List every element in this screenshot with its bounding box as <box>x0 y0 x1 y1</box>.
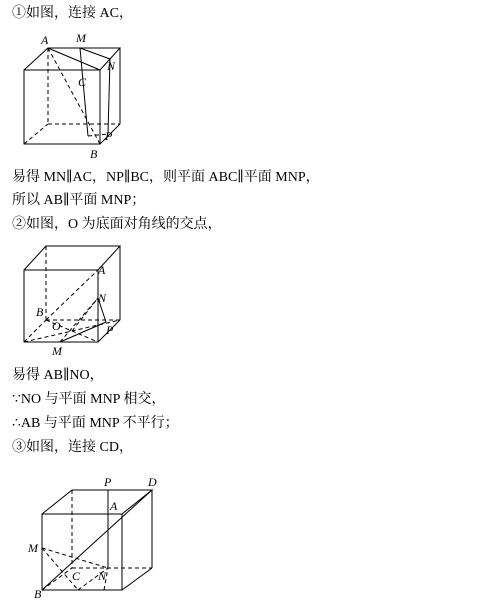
text-line-8: ③如图，连接 CD， <box>12 440 133 455</box>
fig2-label-P: P <box>106 323 114 337</box>
fig2-label-M: M <box>52 344 62 358</box>
fig3-label-M: M <box>28 541 38 555</box>
fig1-label-C: C <box>78 75 87 89</box>
fig1-label-A: A <box>41 33 49 47</box>
fig3-label-P: P <box>104 475 112 489</box>
fig1-label-N: N <box>107 59 116 73</box>
figure-1-cube <box>14 30 134 162</box>
text-line-3: 所以 AB∥平面 MNP； <box>12 193 146 208</box>
fig3-label-B: B <box>34 587 42 601</box>
fig3-label-C: C <box>72 569 81 583</box>
text-line-1: ①如图，连接 AC， <box>12 6 133 21</box>
text-line-7: ∴AB 与平面 MNP 不平行； <box>12 416 179 431</box>
text-line-6: ∵NO 与平面 MNP 相交， <box>12 392 166 407</box>
fig2-label-N: N <box>98 291 107 305</box>
fig1-label-B: B <box>90 147 98 161</box>
figure-3-cube <box>26 470 176 602</box>
fig2-label-O: O <box>52 319 61 333</box>
fig2-label-A: A <box>98 263 106 277</box>
fig3-label-A: A <box>110 499 118 513</box>
fig3-label-D: D <box>148 475 157 489</box>
fig3-label-N: N <box>98 569 107 583</box>
text-line-2: 易得 MN∥AC，NP∥BC，则平面 ABC∥平面 MNP， <box>12 170 320 185</box>
text-line-4: ②如图，O 为底面对角线的交点， <box>12 217 222 232</box>
text-line-5: 易得 AB∥NO， <box>12 368 104 383</box>
fig2-label-B: B <box>36 305 44 319</box>
fig1-label-P: P <box>105 129 113 143</box>
figure-2-cube <box>14 242 134 360</box>
fig1-label-M: M <box>76 31 86 45</box>
